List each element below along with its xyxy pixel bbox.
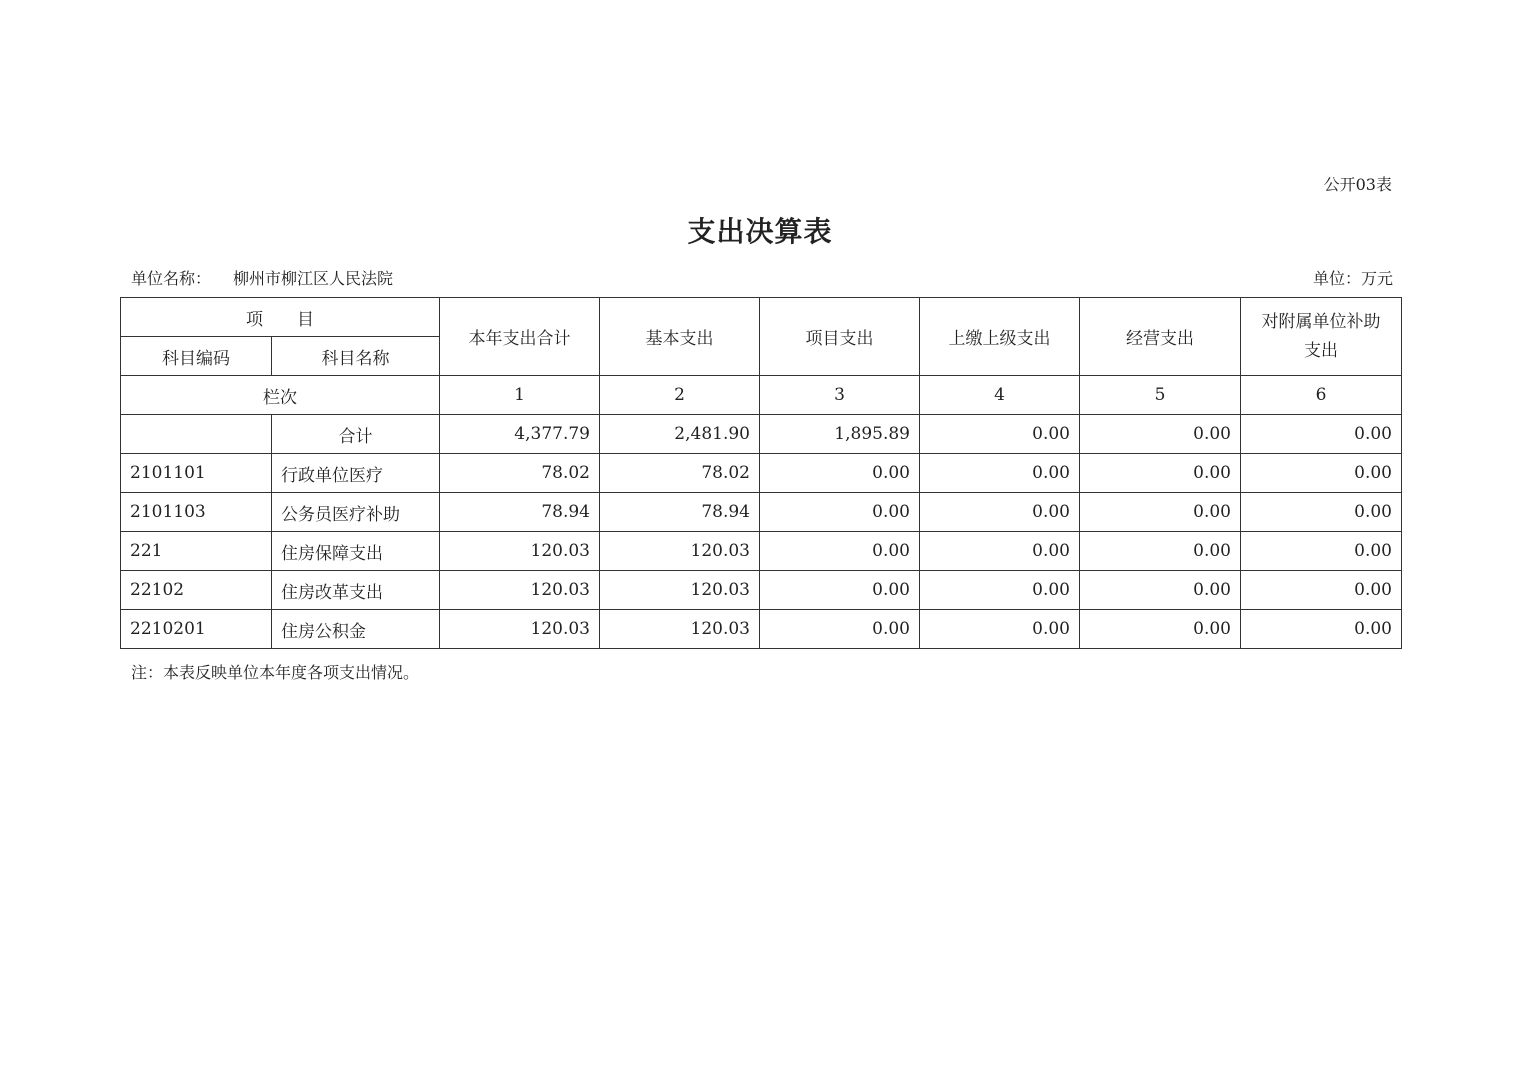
index-cell: 5: [1080, 376, 1241, 415]
row-code: 2101103: [121, 493, 272, 532]
index-cell: 6: [1241, 376, 1402, 415]
expenditure-table: [120, 297, 1402, 649]
index-cell: 2: [600, 376, 760, 415]
unit-name-label: 单位名称：: [131, 269, 212, 288]
row-code: 221: [121, 532, 272, 571]
table-row: [121, 493, 1402, 532]
unit-info-row: [131, 266, 1393, 289]
row-value: 0.00: [1080, 610, 1241, 649]
currency-unit: 单位：万元: [1312, 269, 1393, 288]
unit-name-group: [131, 269, 393, 288]
total-value: 0.00: [1080, 415, 1241, 454]
form-number: 公开03表: [1323, 175, 1392, 194]
row-value: 0.00: [1080, 493, 1241, 532]
row-value: 0.00: [1241, 571, 1402, 610]
header-basic: 基本支出: [600, 298, 760, 376]
row-code: 22102: [121, 571, 272, 610]
row-value: 120.03: [600, 571, 760, 610]
header-item: 项 目: [121, 298, 440, 337]
total-code: [121, 415, 272, 454]
row-value: 0.00: [1241, 454, 1402, 493]
row-value: 0.00: [760, 454, 920, 493]
row-value: 0.00: [920, 532, 1080, 571]
row-value: 120.03: [440, 610, 600, 649]
row-name: 住房保障支出: [272, 532, 440, 571]
total-value: 1,895.89: [760, 415, 920, 454]
row-value: 120.03: [440, 571, 600, 610]
row-value: 0.00: [920, 610, 1080, 649]
table-row: [121, 532, 1402, 571]
header-project: 项目支出: [760, 298, 920, 376]
row-value: 120.03: [600, 610, 760, 649]
total-row: [121, 415, 1402, 454]
row-value: 0.00: [760, 610, 920, 649]
index-label: 栏次: [121, 376, 440, 415]
row-value: 0.00: [1080, 532, 1241, 571]
row-value: 0.00: [760, 532, 920, 571]
row-value: 0.00: [920, 454, 1080, 493]
index-cell: 4: [920, 376, 1080, 415]
index-row: [121, 376, 1402, 415]
row-name: 公务员医疗补助: [272, 493, 440, 532]
row-value: 78.02: [600, 454, 760, 493]
total-value: 4,377.79: [440, 415, 600, 454]
row-value: 120.03: [440, 532, 600, 571]
row-value: 120.03: [600, 532, 760, 571]
row-code: 2101101: [121, 454, 272, 493]
row-value: 0.00: [1241, 532, 1402, 571]
table-row: [121, 454, 1402, 493]
row-value: 0.00: [760, 571, 920, 610]
header-code: 科目编码: [121, 337, 272, 376]
row-name: 行政单位医疗: [272, 454, 440, 493]
total-value: 0.00: [1241, 415, 1402, 454]
table-note: 注：本表反映单位本年度各项支出情况。: [131, 663, 420, 682]
index-cell: 1: [440, 376, 600, 415]
header-business: 经营支出: [1080, 298, 1241, 376]
header-total: 本年支出合计: [440, 298, 600, 376]
row-name: 住房公积金: [272, 610, 440, 649]
page-title: 支出决算表: [687, 215, 833, 248]
index-cell: 3: [760, 376, 920, 415]
row-value: 0.00: [920, 493, 1080, 532]
header-subsidy: 对附属单位补助支出: [1241, 298, 1402, 376]
row-value: 78.94: [440, 493, 600, 532]
row-value: 78.94: [600, 493, 760, 532]
row-code: 2210201: [121, 610, 272, 649]
header-upper: 上缴上级支出: [920, 298, 1080, 376]
row-value: 0.00: [1080, 571, 1241, 610]
header-name: 科目名称: [272, 337, 440, 376]
row-value: 0.00: [1080, 454, 1241, 493]
header-row-1: [121, 298, 1402, 337]
total-value: 0.00: [920, 415, 1080, 454]
row-value: 78.02: [440, 454, 600, 493]
table-row: [121, 610, 1402, 649]
total-value: 2,481.90: [600, 415, 760, 454]
unit-name-value: 柳州市柳江区人民法院: [233, 269, 394, 288]
row-value: 0.00: [920, 571, 1080, 610]
row-value: 0.00: [1241, 610, 1402, 649]
total-name: 合计: [272, 415, 440, 454]
table-row: [121, 571, 1402, 610]
row-name: 住房改革支出: [272, 571, 440, 610]
row-value: 0.00: [1241, 493, 1402, 532]
row-value: 0.00: [760, 493, 920, 532]
